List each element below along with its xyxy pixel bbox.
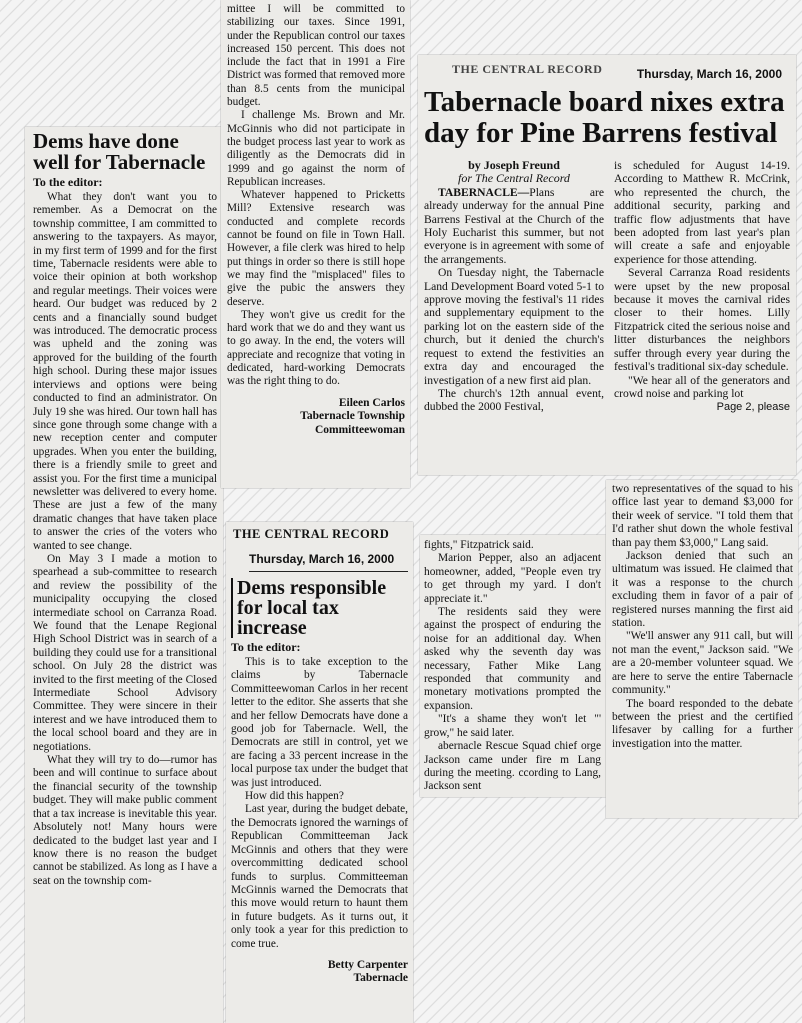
- article-byline: by Joseph Freund: [468, 158, 560, 172]
- signature-title: Tabernacle: [353, 972, 408, 985]
- continuation-paragraph: "It's a shame they won't let "' grow," he said later.: [424, 713, 601, 739]
- article-paragraph: On Tuesday night, the Tabernacle Land Development Board voted 5-1 to approve moving the festival's 11 rides and supplementary equipment to the parking lot on the eastern side of the church, but it denied the church's request to extend the festivities an extra day and encouraged the investigation of a new first aid plan.: [424, 266, 604, 387]
- article-headline: [424, 87, 792, 149]
- letter1-signature: [227, 397, 405, 438]
- letter2-date: Thursday, March 16, 2000: [249, 552, 408, 572]
- signature-name: Eileen Carlos: [338, 396, 405, 409]
- continuation-paragraph: abernacle Rescue Squad chief orge Jackson came under fire m Lang during the meeting. ccording to Lang, Jackson sent: [424, 740, 601, 793]
- article-masthead: THE CENTRAL RECORD: [452, 62, 603, 76]
- letter2-paragraph: Last year, during the budget debate, the Democrats ignored the warnings of Republican Committeeman Jack McGinnis and others that they were overcommitting dedicated school funds to surplus. Committeeman McGinnis warned the Democrats that this move would return to haunt them in future budgets. As it turns out, it only took a year for this prediction to come true.: [231, 803, 408, 950]
- article-festival: [418, 55, 796, 475]
- article-byline-sub: for The Central Record: [458, 171, 570, 186]
- continuation-body-2: [612, 483, 793, 751]
- article-dateline: TABERNACLE—: [438, 185, 530, 199]
- letter1-continued-body: [227, 3, 405, 389]
- signature-title: Committeewoman: [314, 423, 405, 436]
- letter1-paragraph: On May 3 I made a motion to spearhead a sub-committee to research and review the possibility of the municipality occupying the closed intermediate school on Carranza Road. We found that the Lenape Regional High School District was in search of a building they could use for a transitional school. On July 28 the district was invited to the first meeting of the Closed Intermediate School Advisory Committee. They were sincere in their interest and we have introduced them to the local school board and they are in negotiations.: [33, 552, 217, 753]
- signature-title: Tabernacle Township: [300, 410, 405, 423]
- letter1-headline-line2: well for Tabernacle: [33, 150, 206, 174]
- letter1-paragraph: I challenge Ms. Brown and Mr. McGinnis who did not participate in the budget process last year to work as diligently as the Democrats did in 1999 and go against the norm of Republican increases.: [227, 109, 405, 188]
- article-headline-line2: day for Pine Barrens festival: [424, 117, 778, 149]
- article-headline-line1: Tabernacle board nixes extra: [424, 86, 785, 118]
- continuation-paragraph: Marion Pepper, also an adjacent homeowner, added, "People even try to get through my yard. I don't appreciate it.": [424, 552, 601, 605]
- letter-dems-responsible: [226, 522, 413, 1023]
- article-date: Thursday, March 16, 2000: [636, 67, 782, 81]
- continuation-paragraph: The board responded to the debate between the priest and the certified lifesaver by calling for a further investigation into the matter.: [612, 697, 793, 750]
- letter2-signature: [231, 959, 408, 986]
- article-jump-line: Page 2, please: [716, 401, 790, 414]
- letter1-paragraph: What they don't want you to remember. As a Democrat on the township committee, I am committed to answering to the taxpayers. As mayor, in my first term of 1999 and for the first time, Tabernacle residents were able to voice their opinion at both workshop and regular meetings. Their voices were heard. Our budget was reduced by 2 cents and a financially sound budget was introduced. The democratic process was upheld and the zoning was approved for the building of the fourth high school. During these major issues interviews and options were being conducted to find an administrator. On July 19 she was hired. Our town hall has since gone through some change with a new reception center and computer upgrades. When you enter the building, there is a friendly smile to greet and assist you. For the first time a municipal newsletter was delivered to every home. These are just a few of the many dramatic changes that have taken place to answer the cries of the voters who wanted to see change.: [33, 191, 217, 552]
- letter2-paragraph: This is to take exception to the claims by Tabernacle Committeewoman Carlos in her recent letter to the editor. She asserts that she and her fellow Democrats have done a good job for Tabernacle. Well, the Democrats are still in control, yet we are facing a 33 percent increase in the local purpose tax under the budget that was just introduced.: [231, 656, 408, 789]
- letter1-paragraph: What they will try to do—rumor has been and will continue to surface about the financial security of the township budget. They will make public comment that a tax increase is inevitable this year. Absolutely not! Many hours were dedicated to the budget last year and I know there is no reason the budget cannot be stabilized. As long as I have a seat on the township com-: [33, 754, 217, 887]
- article-masthead-bar: [424, 59, 792, 85]
- letter1-paragraph: Whatever happened to Pricketts Mill? Extensive research was conducted and complete records cannot be found on file in Town Hall. However, a file clerk was hired to help put things in order so there is still hope we may find the "misplaced" files to give the pubic the answers they deserve.: [227, 189, 405, 308]
- letter2-headline: [231, 578, 408, 638]
- article-column-1: [424, 159, 604, 415]
- article-paragraph: is scheduled for August 14-19. According to Matthew R. McCrink, who represented the church, the additional security, parking and traffic flow adjustments that have been adopted from last year's plan will create a safe and enjoyable experience for those attending.: [614, 159, 790, 266]
- continuation-column-2: [606, 480, 798, 818]
- letter2-salutation: To the editor:: [231, 640, 301, 654]
- article-paragraph: The church's 12th annual event, dubbed the 2000 Festival,: [424, 386, 604, 414]
- continuation-column-1: [420, 535, 606, 797]
- continuation-paragraph: two representatives of the squad to his office last year to demand $3,000 for their week of service. "I told them that I'd rather shut down the whole festival than pay them $3,000," Lang said.: [612, 483, 793, 549]
- letter2-headline-line2: for local tax increase: [237, 597, 339, 639]
- continuation-paragraph: The residents said they were against the prospect of enduring the noise for an additional day. When asked why the seventh day was necessary, Father Mike Lang responded that community and monetary motivations prompted the expansion.: [424, 606, 601, 712]
- letter-dems-have-done-well: [25, 127, 223, 1023]
- letter1-paragraph: They won't give us credit for the hard work that we do and they want us to go away. In the end, the voters will appreciate and recognize that voting in dedicated, hard-working Democrats was the right thing to do.: [227, 308, 405, 388]
- article-paragraph: Plans are already underway for the annual Pine Barrens Festival at the Church of the Holy Eucharist this summer, but not everyone is in agreement with some of the arrangements.: [424, 185, 604, 266]
- article-paragraph: Several Carranza Road residents were upset by the new proposal because it moves the carnival rides closer to their homes. Lilly Fitzpatrick cited the serious noise and litter disturbances the neighbors suffer through every year during the festival's traditional six-day schedule.: [614, 266, 790, 374]
- letter2-body: [231, 656, 408, 951]
- letter2-masthead: THE CENTRAL RECORD: [233, 527, 390, 541]
- continuation-paragraph: fights," Fitzpatrick said.: [424, 539, 534, 551]
- article-columns: [424, 159, 792, 415]
- letter2-headline-line1: Dems responsible: [237, 577, 387, 599]
- continuation-paragraph: Jackson denied that such an ultimatum was issued. He claimed that it was a response to the church excluding them in favor of a pair of registered nurses manning the first aid station.: [612, 550, 793, 630]
- continuation-body-1: [424, 539, 601, 794]
- article-paragraph: "We hear all of the generators and crowd noise and parking lot: [614, 373, 790, 400]
- letter1-body: [33, 191, 217, 888]
- article-column-2: [614, 159, 790, 415]
- letter1-headline-line1: Dems have done: [33, 129, 179, 153]
- letter1-paragraph: mittee I will be committed to stabilizing our taxes. Since 1991, under the Republican control our taxes increased 150 percent. This does not include the fact that in 1991 a Fire District was formed that removed more than 8.5 cents from the municipal budget.: [227, 3, 405, 109]
- letter1-continued: [221, 0, 410, 488]
- letter1-salutation: To the editor:: [33, 175, 103, 189]
- letter1-headline: [33, 131, 217, 173]
- letter2-paragraph: How did this happen?: [245, 790, 344, 803]
- signature-name: Betty Carpenter: [327, 958, 408, 971]
- continuation-paragraph: "We'll answer any 911 call, but will not man the event," Jackson said. "We are a 20-member volunteer squad. We are here to serve the entire Tabernacle community.": [612, 630, 793, 697]
